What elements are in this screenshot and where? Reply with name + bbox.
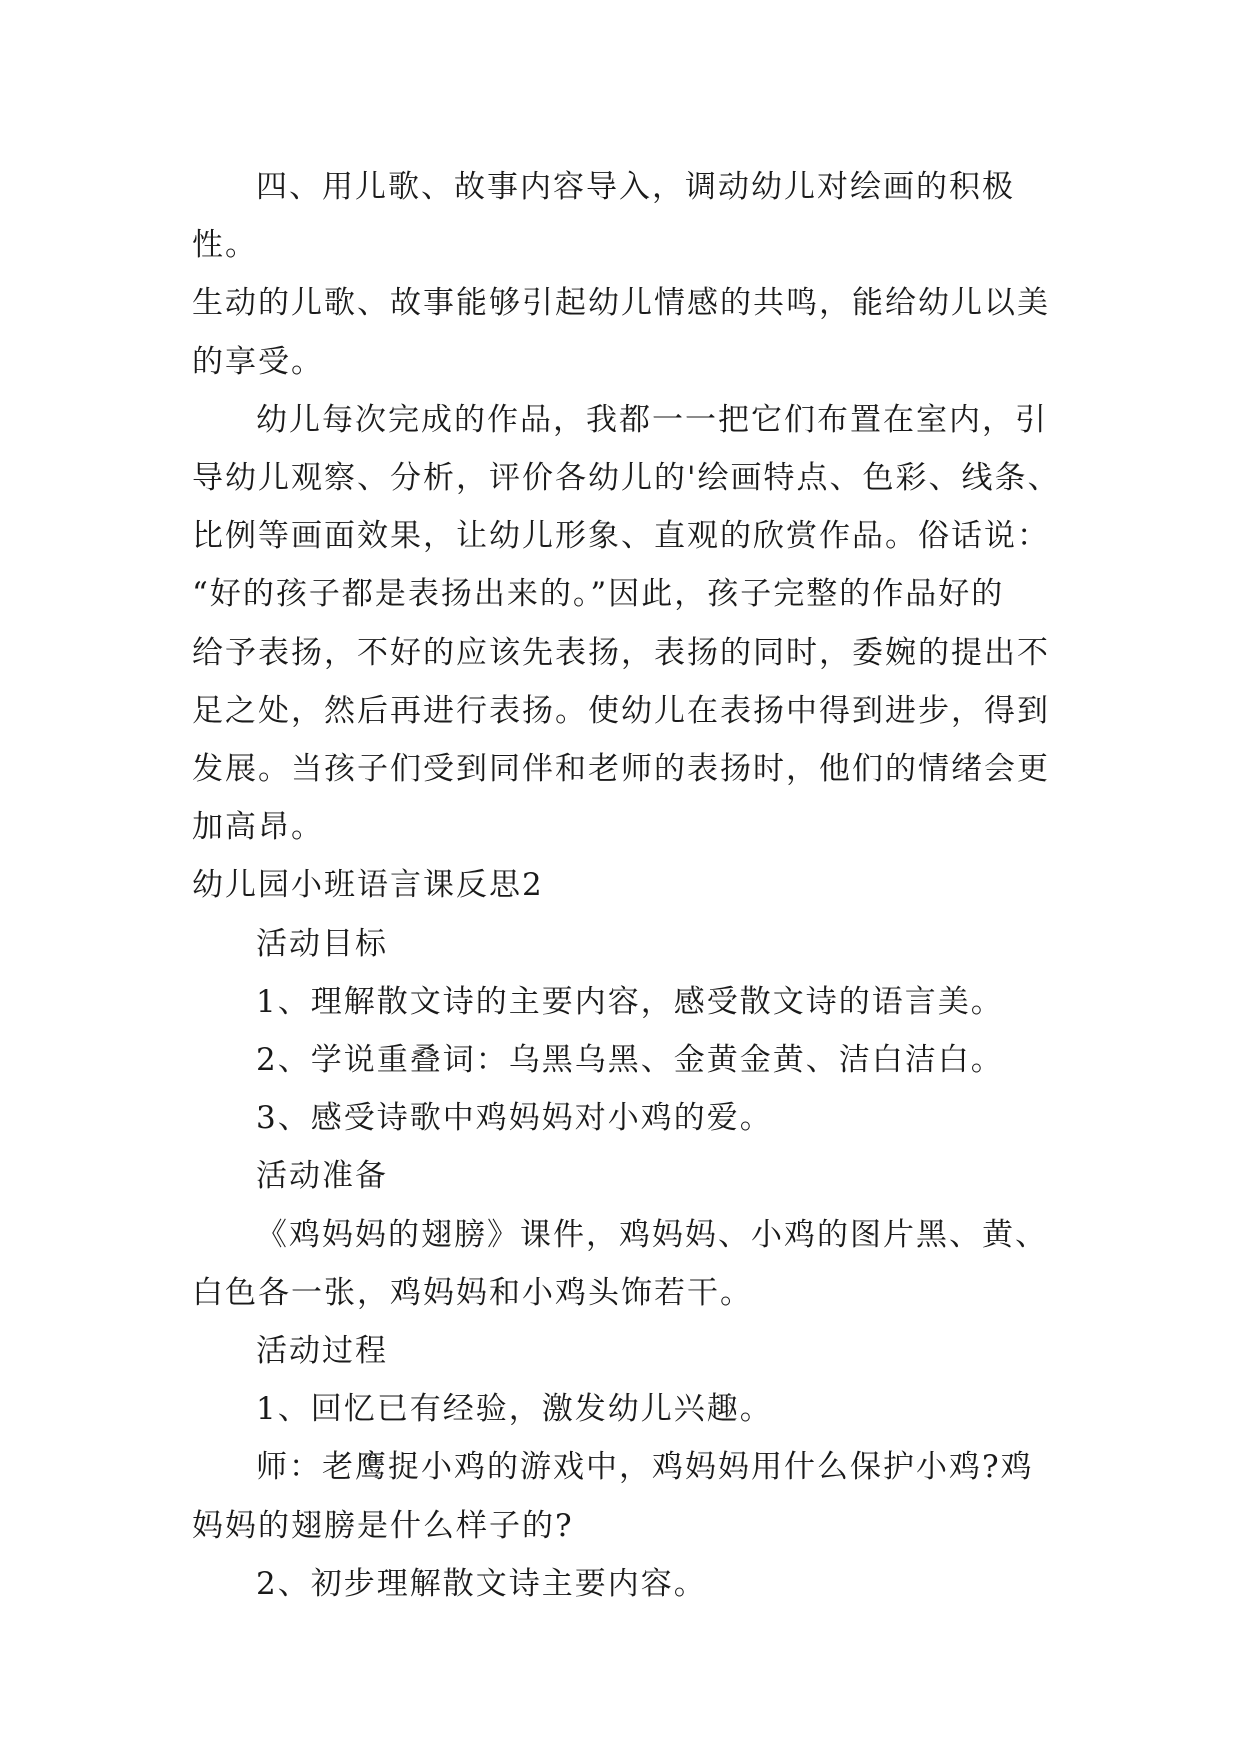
teacher-question: 师：老鹰捉小鸡的游戏中，鸡妈妈用什么保护小鸡?鸡 妈妈的翅膀是什么样子的? xyxy=(192,1449,1034,1544)
goal-item-1: 1、理解散文诗的主要内容，感受散文诗的语言美。 xyxy=(256,983,1004,1020)
process-step-1: 1、回忆已有经验，激发幼儿兴趣。 xyxy=(256,1391,773,1428)
goal-item-2: 2、学说重叠词：乌黑乌黑、金黄金黄、洁白洁白。 xyxy=(256,1042,1004,1079)
heading-activity-process: 活动过程 xyxy=(256,1333,388,1370)
heading-activity-goals: 活动目标 xyxy=(256,925,388,962)
heading-activity-preparation: 活动准备 xyxy=(256,1158,388,1195)
goal-item-3: 3、感受诗歌中鸡妈妈对小鸡的爱。 xyxy=(256,1100,773,1137)
process-step-2: 2、初步理解散文诗主要内容。 xyxy=(256,1565,707,1602)
document-body xyxy=(192,158,1072,1613)
preparation-text: 《鸡妈妈的翅膀》课件，鸡妈妈、小鸡的图片黑、黄、 白色各一张，鸡妈妈和小鸡头饰若干。 xyxy=(192,1216,1048,1311)
section-title: 幼儿园小班语言课反思2 xyxy=(192,867,544,904)
paragraph-drawing-intro: 四、用儿歌、故事内容导入，调动幼儿对绘画的积极性。 生动的儿歌、故事能够引起幼儿情感的共鸣，能给幼儿以美 的享受。 xyxy=(192,169,1050,380)
paragraph-praise-works: 幼儿每次完成的作品，我都一一把它们布置在室内，引 导幼儿观察、分析，评价各幼儿的'绘画特点、色彩、线条、 比例等画面效果，让幼儿形象、直观的欣赏作品。俗话说： “好的孩子都是表扬出来的。”因此，孩子完整的作品好的 给予表扬，不好的应该先表扬，表扬的同时，委婉的提出不 足之处，然后再进行表扬。使幼儿在表扬中得到进步，得到 发展。当孩子们受到同伴和老师的表扬时，他们的情绪会更 加高昂。 xyxy=(192,401,1061,846)
